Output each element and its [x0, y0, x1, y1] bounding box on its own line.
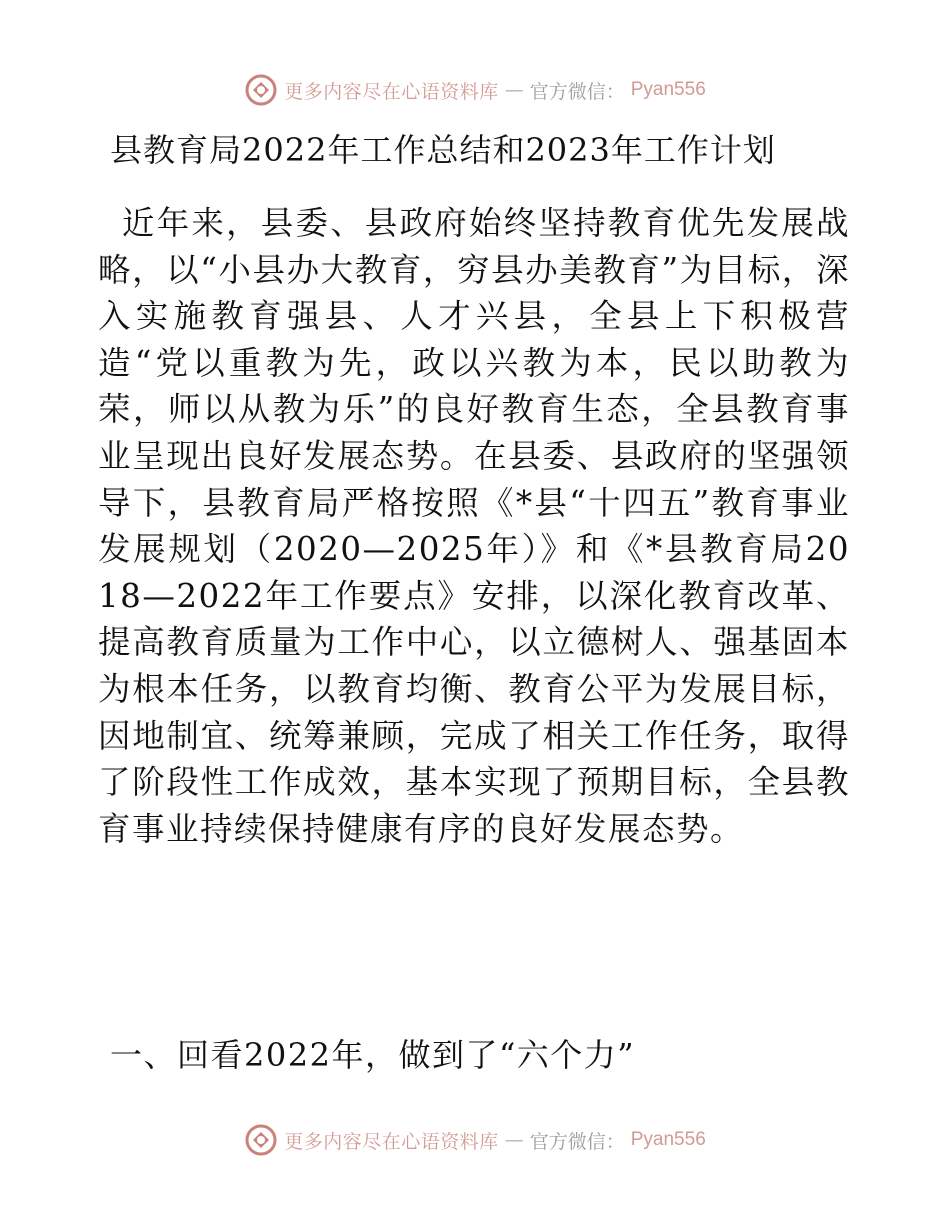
watermark-wechat-id: Pyan556: [630, 79, 706, 100]
wechat-logo-icon: [244, 1123, 278, 1157]
watermark-wechat-label: 官方微信：: [529, 1130, 625, 1153]
section-heading: 一、回看2022年，做到了“六个力”: [110, 1036, 636, 1074]
header-watermark: [0, 70, 950, 110]
watermark-text: 更多内容尽在心语资料库: [284, 80, 499, 103]
watermark-wechat-label: 官方微信：: [529, 80, 625, 103]
footer-watermark: [0, 1120, 950, 1160]
wechat-logo-icon: [244, 73, 278, 107]
watermark-dash: —: [504, 79, 524, 101]
watermark-wechat-id: Pyan556: [630, 1129, 706, 1150]
body-paragraph: 近年来，县委、县政府始终坚持教育优先发展战略，以“小县办大教育，穷县办美教育”为目标，深入实施教育强县、人才兴县，全县上下积极营造“党以重教为先，政以兴教为本，民以助教为荣，师以从教为乐”的良好教育生态，全县教育事业呈现出良好发展态势。在县委、县政府的坚强领导下，县教育局严格按照《*县“十四五”教育事业发展规划（2020—2025年）》和《*县教育局2018—2022年工作要点》安排，以深化教育改革、提高教育质量为工作中心，以立德树人、强基固本为根本任务，以教育均衡、教育公平为发展目标，因地制宜、统筹兼顾，完成了相关工作任务，取得了阶段性工作成效，基本实现了预期目标，全县教育事业持续保持健康有序的良好发展态势。: [98, 204, 850, 848]
watermark-dash: —: [504, 1129, 524, 1151]
watermark-text: 更多内容尽在心语资料库: [284, 1130, 499, 1153]
document-title: 县教育局2022年工作总结和2023年工作计划: [110, 131, 776, 169]
